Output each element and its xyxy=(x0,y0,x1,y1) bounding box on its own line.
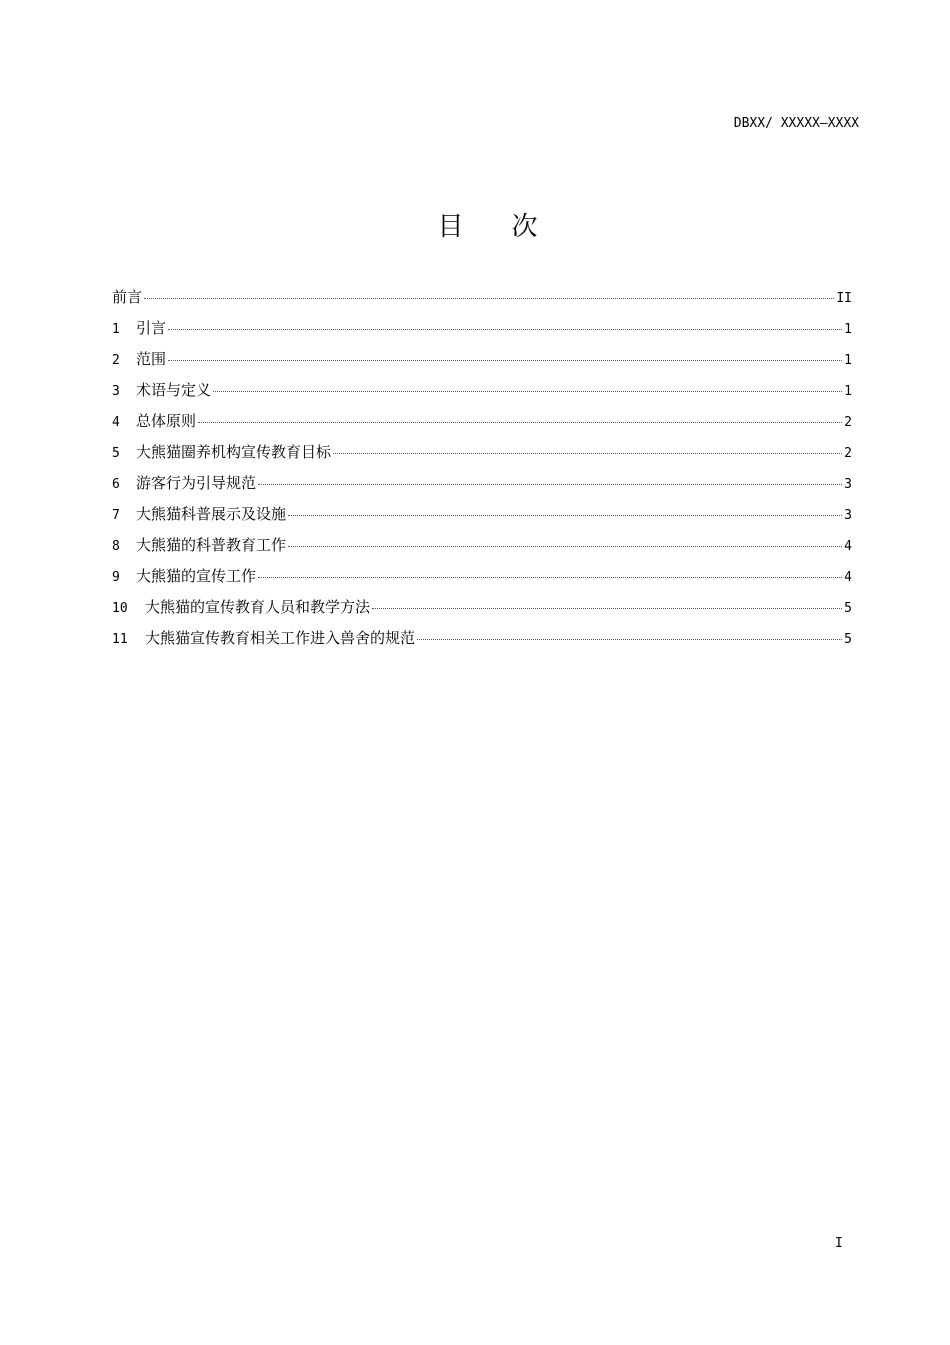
toc-entry-9[interactable] xyxy=(112,566,852,597)
toc-entry-text: 总体原则 xyxy=(136,412,197,430)
toc-entry-page: 5 xyxy=(844,632,852,647)
toc-entry-page: 5 xyxy=(844,601,852,616)
toc-entry-number: 4 xyxy=(112,415,120,430)
toc-entry-text: 大熊猫圈养机构宣传教育目标 xyxy=(136,443,332,461)
toc-entry-page: 2 xyxy=(844,415,852,430)
toc-entry-text: 大熊猫科普展示及设施 xyxy=(136,505,287,523)
toc-entry-number: 3 xyxy=(112,384,120,399)
toc-leader xyxy=(213,391,842,392)
page-number: I xyxy=(835,1236,843,1251)
toc-leader xyxy=(144,298,834,299)
toc-entry-text: 大熊猫的科普教育工作 xyxy=(136,536,287,554)
toc-entry-text: 范围 xyxy=(136,350,167,368)
toc-entry-8[interactable] xyxy=(112,535,852,566)
toc-entry-number: 1 xyxy=(112,322,120,337)
toc-leader xyxy=(417,639,842,640)
toc-entry-text: 游客行为引导规范 xyxy=(136,474,257,492)
toc-entry-11[interactable] xyxy=(112,628,852,659)
toc-entry-page: 1 xyxy=(844,384,852,399)
toc-leader xyxy=(288,515,842,516)
toc-leader xyxy=(288,546,842,547)
toc-entry-text: 前言 xyxy=(112,288,143,306)
toc-entry-2[interactable] xyxy=(112,349,852,380)
document-code: DBXX/ XXXXX—XXXX xyxy=(733,116,859,131)
toc-entry-number: 8 xyxy=(112,539,120,554)
toc-leader xyxy=(258,577,842,578)
toc-entry-number: 6 xyxy=(112,477,120,492)
toc-leader xyxy=(372,608,842,609)
toc-entry-number: 11 xyxy=(112,632,128,647)
toc-leader xyxy=(168,360,842,361)
toc-entry-number: 10 xyxy=(112,601,128,616)
toc-entry-page: 1 xyxy=(844,353,852,368)
toc-entry-10[interactable] xyxy=(112,597,852,628)
toc-title xyxy=(0,206,950,243)
toc-entry-page: 3 xyxy=(844,508,852,523)
toc-title-char-2: 次 xyxy=(511,212,538,242)
toc-entry-text: 术语与定义 xyxy=(136,381,212,399)
toc-entry-text: 大熊猫的宣传工作 xyxy=(136,567,257,585)
toc-entry-1[interactable] xyxy=(112,318,852,349)
toc-entry-page: 1 xyxy=(844,322,852,337)
toc-leader xyxy=(168,329,842,330)
toc-title-char-1: 目 xyxy=(437,212,464,242)
toc-entry-3[interactable] xyxy=(112,380,852,411)
toc-entry-page: 2 xyxy=(844,446,852,461)
toc-entry-text: 引言 xyxy=(136,319,167,337)
toc-entry-4[interactable] xyxy=(112,411,852,442)
toc-entry-page: II xyxy=(836,291,852,306)
toc-entry-page: 3 xyxy=(844,477,852,492)
toc-leader xyxy=(198,422,842,423)
toc-entry-number: 7 xyxy=(112,508,120,523)
toc-entry-text: 大熊猫宣传教育相关工作进入兽舍的规范 xyxy=(145,629,416,647)
toc-entry-6[interactable] xyxy=(112,473,852,504)
toc-entry-page: 4 xyxy=(844,539,852,554)
toc-leader xyxy=(258,484,842,485)
toc-entry-text: 大熊猫的宣传教育人员和教学方法 xyxy=(145,598,371,616)
toc-entry-preface[interactable] xyxy=(112,287,852,318)
toc-entry-page: 4 xyxy=(844,570,852,585)
toc-entry-number: 2 xyxy=(112,353,120,368)
toc-list xyxy=(112,287,852,659)
toc-entry-number: 5 xyxy=(112,446,120,461)
toc-leader xyxy=(333,453,842,454)
toc-entry-7[interactable] xyxy=(112,504,852,535)
toc-entry-number: 9 xyxy=(112,570,120,585)
toc-entry-5[interactable] xyxy=(112,442,852,473)
